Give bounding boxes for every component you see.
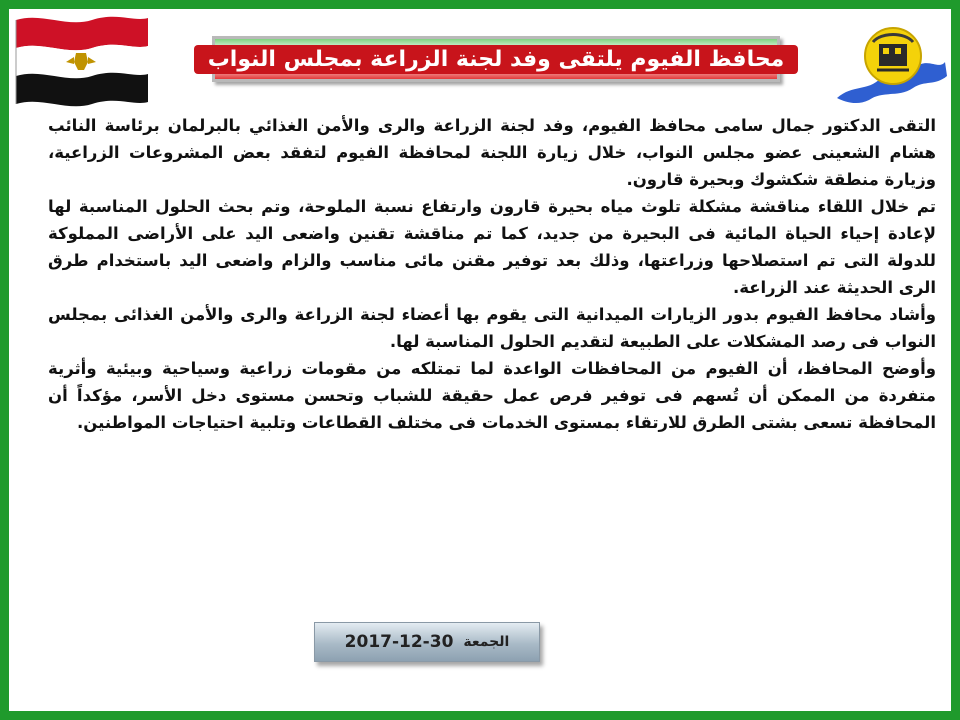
article-paragraph-2: تم خلال اللقاء مناقشة مشكلة تلوث مياه بحيرة قارون وارتفاع نسبة الملوحة، وتم بحث الحلول المناسبة لها لإعادة إحياء الحياة المائية فى البحيرة من جديد، كما تم مناقشة تقنين واضعى اليد على الأراضى المملوكة للدولة التى تم استصلاحها وزراعتها، وذلك بعد توفير مقنن مائى مناسب والزام واضعى اليد باستخدام طرق الرى الحديثة عند الزراعة.	[48, 197, 936, 297]
date-value: 2017-12-30	[344, 632, 454, 652]
article-paragraph-1: التقى الدكتور جمال سامى محافظ الفيوم، وفد لجنة الزراعة والرى والأمن الغذائي بالبرلمان برئاسة النائب هشام الشعينى عضو مجلس النواب، خلال زيارة اللجنة لمحافظة الفيوم لتفقد بعض المشروعات الزراعية، وزيارة منطقة شكشوك وبحيرة قارون.	[48, 116, 936, 189]
date-day: الجمعة	[463, 634, 510, 650]
article-body	[48, 112, 936, 436]
article-paragraph-4: وأوضح المحافظ، أن الفيوم من المحافظات الواعدة لما تمتلكه من مقومات زراعية وسياحية وبيئية وأثرية متفردة من الممكن أن تُسهم فى توفير فرص عمل حقيقة للشباب وتحسن مستوى دخل الأسر، مؤكداً أن المحافظة تسعى بشتى الطرق للارتقاء بمستوى الخدمات فى مختلف القطاعات وتلبية احتياجات المواطنين.	[48, 359, 936, 432]
fayoum-logo-icon	[833, 14, 949, 106]
page-title: محافظ الفيوم يلتقى وفد لجنة الزراعة بمجلس النواب	[194, 45, 799, 74]
date-badge	[314, 622, 540, 662]
article-paragraph-3: وأشاد محافظ الفيوم بدور الزيارات الميدانية التى يقوم بها أعضاء لجنة الزراعة والرى والأمن الغذائى بمجلس النواب فى رصد المشكلات على الطبيعة لتقديم الحلول المناسبة لها.	[48, 305, 936, 351]
egypt-flag-icon	[12, 12, 152, 107]
title-banner	[207, 36, 785, 82]
